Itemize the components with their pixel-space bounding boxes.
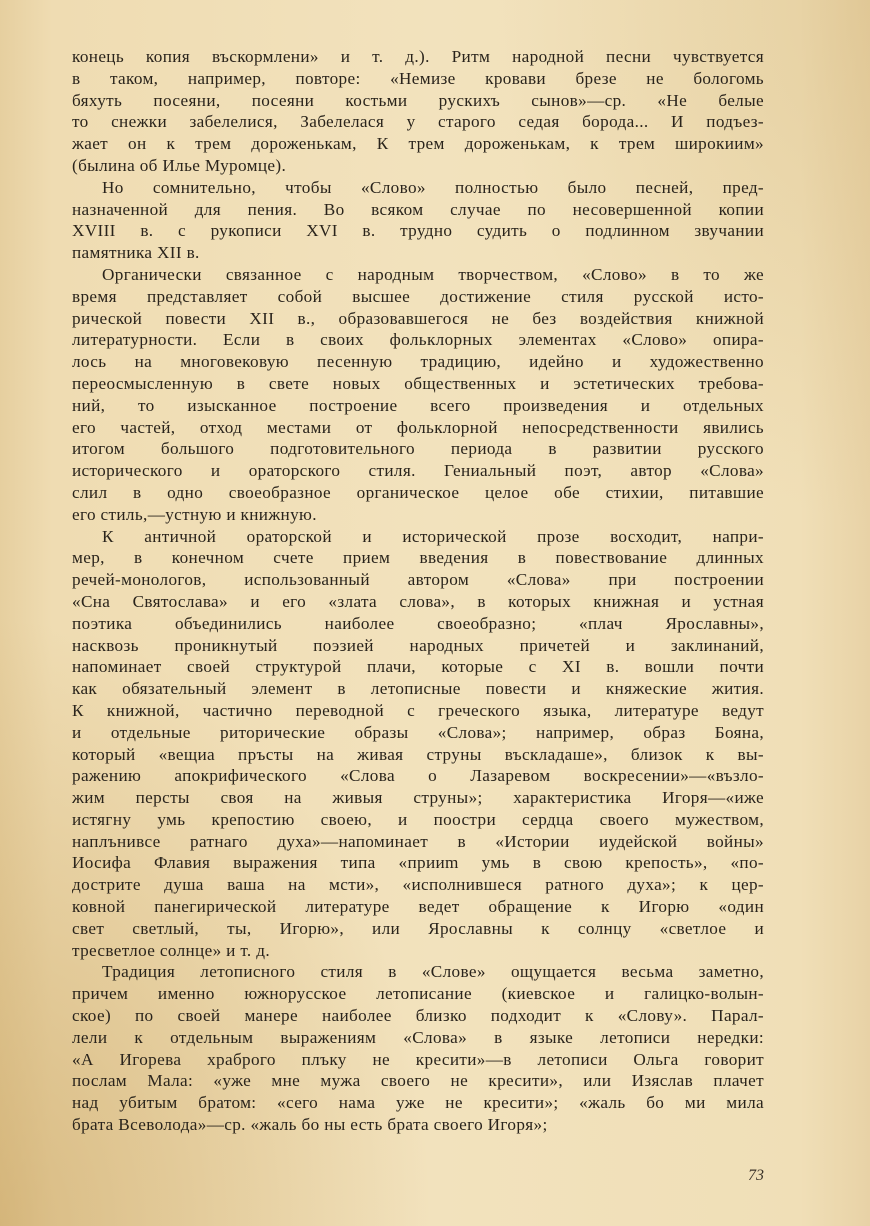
text-line: Но сомнительно, чтобы «Слово» полностью было песней, пред- xyxy=(102,177,764,197)
text-line: бяхуть посеяни, посеяни костьми рускихъ сынов»—ср. «Не белые xyxy=(72,90,764,110)
text-line: Традиция летописного стиля в «Слове» ощущается весьма заметно, xyxy=(102,962,764,982)
text-line: жает он к трем дороженькам, К трем дороженькам, к трем широкиим» xyxy=(72,134,764,154)
text-line: К античной ораторской и исторической прозе восходит, напри- xyxy=(102,526,764,546)
text-line: XVIII в. с рукописи XVI в. трудно судить о подлинном звучании xyxy=(72,221,764,241)
text-line: переосмысленную в свете новых общественных и эстетических требова- xyxy=(72,373,764,393)
text-line: свет светлый, ты, Игорю», или Ярославны к солнцу «светлое и xyxy=(72,918,764,938)
text-line: слил в одно своеобразное органическое целое обе стихии, питавшие xyxy=(72,482,764,502)
text-line: ковной панегирической литературе ведет обращение к Игорю «один xyxy=(72,897,764,917)
text-line: над убитым братом: «сего нама уже не кресити»; «жаль бо ми мила xyxy=(72,1093,764,1113)
text-line: брата Всеволода»—ср. «жаль бо ны есть брата своего Игоря»; xyxy=(72,1115,548,1135)
text-line: дострите душа ваша на мсти», «исполнившеся ратного духа»; к цер- xyxy=(72,875,764,895)
text-line: литературности. Если в своих фольклорных элементах «Слово» опира- xyxy=(72,330,764,350)
text-line: насквозь проникнутый поэзией народных причетей и заклинаний, xyxy=(72,635,764,655)
text-line: назначенной для пения. Во всяком случае по несовершенной копии xyxy=(72,199,764,219)
text-line: рической повести XII в., образовавшегося не без воздействия книжной xyxy=(72,308,764,328)
text-line: истягну умь крепостию своею, и поостри сердца своего мужеством, xyxy=(72,809,764,829)
paragraph xyxy=(72,46,764,177)
text-line: лели к отдельным выражениям «Слова» в языке летописи нередки: xyxy=(72,1027,764,1047)
text-line: его частей, отход местами от фольклорной непосредственности явились xyxy=(72,417,764,437)
text-line: напоминает своей структурой плачи, которые с XI в. вошли почти xyxy=(72,657,764,677)
text-line: его стиль,—устную и книжную. xyxy=(72,504,317,524)
text-line: Органически связанное с народным творчеством, «Слово» в то же xyxy=(102,264,764,284)
page-number: 73 xyxy=(748,1167,764,1184)
text-line: речей-монологов, использованный автором «Слова» при построении xyxy=(72,570,764,590)
paragraph xyxy=(72,264,764,526)
text-line: который «вещиа пръсты на живая струны въскладаше», близок к вы- xyxy=(72,744,764,764)
text-line: то снежки забелелися, Забелелася у старого седая борода... И подъез- xyxy=(72,112,764,132)
text-line: «Сна Святослава» и его «злата слова», в которых книжная и устная xyxy=(72,591,764,611)
text-line: жим персты своя на живыя струны»; характеристика Игоря—«иже xyxy=(72,788,764,808)
text-line: ражению апокрифического «Слова о Лазаревом воскресении»—«възло- xyxy=(72,766,764,786)
text-line: ний, то изысканное построение всего произведения и отдельных xyxy=(72,395,764,415)
paragraph xyxy=(72,177,764,264)
text-line: время представляет собой высшее достижение стиля русской исто- xyxy=(72,286,764,306)
text-line: причем именно южнорусское летописание (киевское и галицко-волын- xyxy=(72,984,764,1004)
text-line: конець копия въскормлени» и т. д.). Ритм народной песни чувствуется xyxy=(72,47,764,66)
text-line: наплънивсе ратнаго духа»—напоминает в «Истории иудейской войны» xyxy=(72,831,764,851)
text-line: памятника XII в. xyxy=(72,243,200,263)
text-line: мер, в конечном счете прием введения в повествование длинных xyxy=(72,548,764,568)
text-line: ское) по своей манере наиболее близко подходит к «Слову». Парал- xyxy=(72,1006,764,1026)
text-line: тресветлое солнце» и т. д. xyxy=(72,940,270,960)
body-text xyxy=(72,46,764,1136)
text-line: Иосифа Флавия выражения типа «прииm умь в свою крепость», «по- xyxy=(72,853,764,873)
text-line: послам Мала: «уже мне мужа своего не кресити», или Изяслав плачет xyxy=(72,1071,764,1091)
text-line: в таком, например, повторе: «Немизе кровави брезе не бологомь xyxy=(72,68,764,88)
paragraph xyxy=(72,526,764,962)
text-line: К книжной, частично переводной с греческого языка, литературе ведут xyxy=(72,700,764,720)
text-line: исторического и ораторского стиля. Гениальный поэт, автор «Слова» xyxy=(72,461,764,481)
text-line: и отдельные риторические образы «Слова»; например, образ Бояна, xyxy=(72,722,764,742)
paragraph xyxy=(72,961,764,1135)
text-line: итогом большого подготовительного периода в развитии русского xyxy=(72,439,764,459)
text-line: как обязательный элемент в летописные повести и княжеские жития. xyxy=(72,679,764,699)
text-line: лось на многовековую песенную традицию, идейно и художественно xyxy=(72,352,764,372)
text-line: «А Игорева храброго плъку не кресити»—в летописи Ольга говорит xyxy=(72,1049,764,1069)
text-line: поэтика объединились наиболее своеобразно; «плач Ярославны», xyxy=(72,613,764,633)
text-line: (былина об Илье Муромце). xyxy=(72,155,287,175)
